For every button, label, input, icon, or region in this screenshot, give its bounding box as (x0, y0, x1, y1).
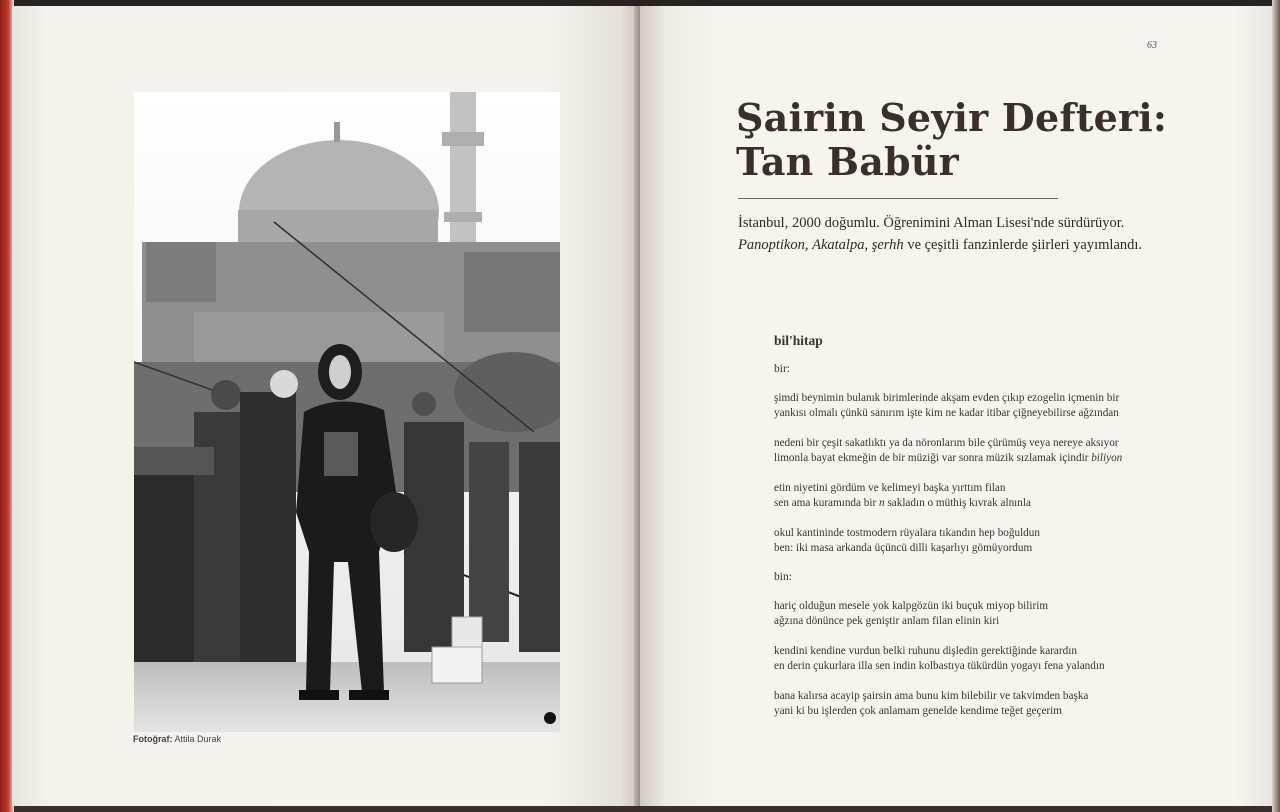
poem-line-rest: sakladın o müthiş kıvrak alnınla (884, 497, 1031, 509)
bio-sep-1: , (804, 237, 813, 253)
poem-title: bil'hitap (774, 333, 823, 348)
poem (774, 333, 1214, 734)
title-line-1: Şairin Seyir Defteri: (736, 95, 1168, 140)
street-photo (134, 92, 560, 732)
author-bio (738, 212, 1208, 256)
poem-line: bana kalırsa acayip şairsin ama bunu kim bilebilir ve takvimden başka (774, 690, 1089, 702)
poem-stanza (774, 689, 1214, 719)
poem-italic-n: n (879, 497, 885, 509)
poem-line (774, 496, 1214, 511)
poem-line-text: sen ama kuramında bir (774, 497, 877, 509)
poem-line-text: limonla bayat ekmeğin de bir müziği var sonra müzik sızlamak içindir (774, 452, 1089, 464)
title-divider (738, 198, 1058, 199)
photo-credit-name: Attila Durak (174, 734, 222, 744)
bio-journal-1: Panoptikon (738, 237, 805, 253)
poem-line: yankısı olmalı çünkü sanırım işte kim ne kadar itibar çiğneyebilirse ağzından (774, 407, 1119, 419)
bio-rest: ve çeşitli fanzinlerde şiirleri yayımlandı. (903, 237, 1143, 253)
photo-credit (133, 734, 221, 744)
poem-line: en derin çukurlara illa sen indin kolbastıya tükürdün yogayı fena yalandın (774, 660, 1105, 672)
bio-journal-2: Akatalpa (812, 237, 865, 253)
poem-italic-word: biliyon (1091, 452, 1123, 464)
poem-line: şimdi beynimin bulanık birimlerinde akşam evden çıkıp ezogelin içmenin bir (774, 392, 1120, 404)
bio-journal-3: şerhh (871, 237, 904, 253)
poem-line: ben: iki masa arkanda üçüncü dilli kaşarlıyı gömüyordum (774, 542, 1033, 554)
poem-stanza (774, 644, 1214, 674)
page-number: 63 (1147, 40, 1157, 51)
poem-section-label: bin: (774, 571, 792, 583)
poem-line: hariç olduğun mesele yok kalpgözün iki buçuk miyop bilirim (774, 600, 1049, 612)
poem-line: ağzına dönünce pek geniştir anlam filan elinin kiri (774, 615, 1000, 627)
poem-line (774, 451, 1214, 466)
poem-line: nedeni bir çeşit sakatlıktı ya da nöronlarım bile çürümüş veya nereye aksıyor (774, 437, 1119, 449)
poem-section-label: bir: (774, 363, 790, 375)
bio-sep-2: , (864, 237, 872, 253)
right-page-edge (1272, 0, 1280, 812)
poem-line: okul kantininde tostmodern rüyalara tıkandın hep boğuldun (774, 527, 1040, 539)
poem-stanza (774, 599, 1214, 629)
photo-illustration (134, 92, 560, 732)
bio-line-2 (738, 234, 1208, 256)
poem-stanza (774, 391, 1214, 421)
article-title (736, 96, 1196, 184)
title-line-2: Tan Babür (736, 139, 959, 184)
poem-line: yani ki bu işlerden çok anlamam genelde kendime teğet geçerim (774, 705, 1062, 717)
poem-stanza (774, 481, 1214, 511)
poem-line: etin niyetini gördüm ve kelimeyi başka yırttım filan (774, 482, 1006, 494)
bio-line-1: İstanbul, 2000 doğumlu. Öğrenimini Alman Lisesi'nde sürdürüyor. (738, 215, 1125, 231)
poem-stanza (774, 436, 1214, 466)
poem-line: kendini kendine vurdun belki ruhunu dişledin gerektiğinde karardın (774, 645, 1077, 657)
poem-stanza (774, 526, 1214, 556)
photo-credit-label: Fotoğraf: (133, 734, 173, 744)
